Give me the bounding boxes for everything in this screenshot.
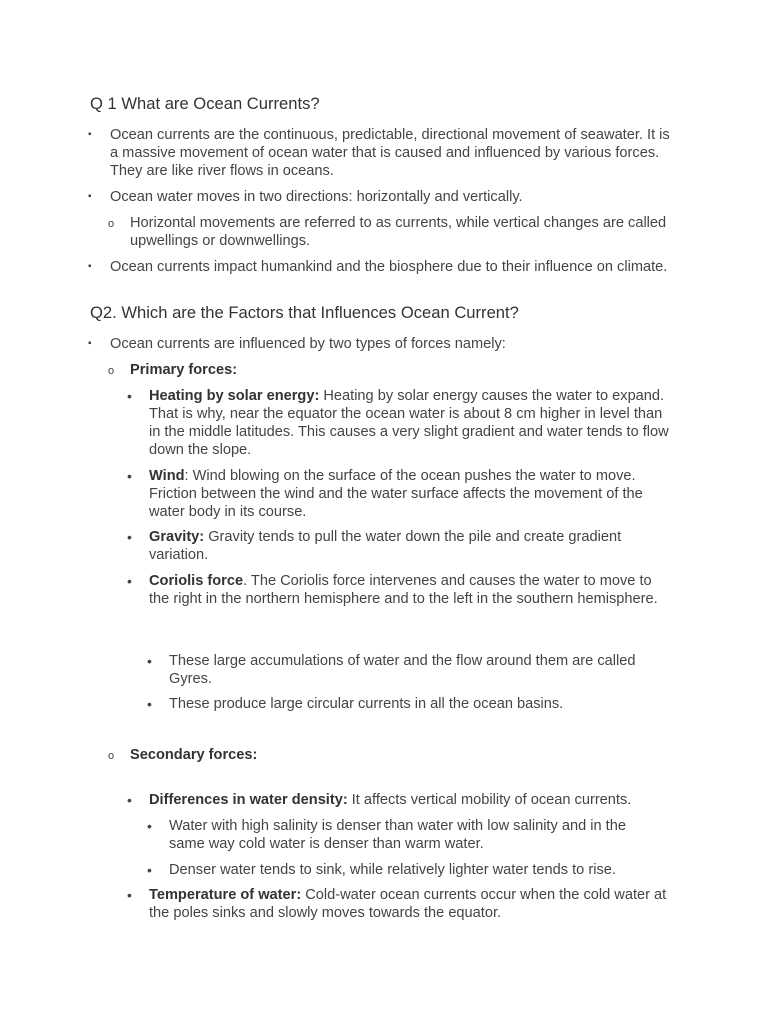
circle-bullet-icon: o	[108, 365, 115, 377]
disc-bullet-icon: •	[147, 818, 152, 834]
disc-bullet-icon: •	[127, 573, 132, 589]
density-text-1: Water with high salinity is denser than water with low salinity and in the same way cold water is denser than warm water.	[169, 818, 626, 852]
gravity-term: Gravity:	[149, 529, 205, 545]
list-item	[147, 817, 649, 853]
list-item	[147, 861, 649, 879]
square-bullet-icon: ▪	[88, 191, 92, 202]
square-bullet-icon: ▪	[88, 338, 92, 349]
disc-bullet-icon: •	[147, 862, 152, 878]
q1-bullet-1: Ocean currents are the continuous, predictable, directional movement of seawater. It is a massive movement of ocean water that is caused and influenced by various forces. They are like river flows in oceans.	[110, 127, 670, 179]
density-text-2: Denser water tends to sink, while relatively lighter water tends to rise.	[169, 862, 616, 878]
secondary-forces-label: Secondary forces:	[130, 747, 258, 763]
list-item	[108, 214, 670, 250]
list-item	[127, 467, 669, 521]
square-bullet-icon: ▪	[88, 129, 92, 140]
list-item	[108, 361, 670, 379]
list-item	[127, 387, 669, 459]
gyres-text-2: These produce large circular currents in all the ocean basins.	[169, 696, 564, 712]
disc-bullet-icon: •	[147, 653, 152, 669]
list-item	[108, 746, 670, 764]
q1-heading: Q 1 What are Ocean Currents?	[90, 94, 320, 113]
disc-bullet-icon: •	[127, 468, 132, 484]
square-bullet-icon: ▪	[88, 261, 92, 272]
wind-term: Wind	[149, 468, 185, 484]
q1-bullet-2: Ocean water moves in two directions: horizontally and vertically.	[110, 189, 523, 205]
density-text: It affects vertical mobility of ocean currents.	[347, 792, 632, 808]
list-item	[127, 791, 669, 809]
list-item	[88, 188, 670, 206]
disc-bullet-icon: •	[127, 388, 132, 404]
coriolis-text: . The Coriolis force intervenes and causes the water to move to the right in the northern hemisphere and to the left in the southern hemisphere.	[149, 573, 658, 607]
circle-bullet-icon: o	[108, 750, 115, 762]
list-item	[127, 886, 669, 922]
list-item	[127, 528, 669, 564]
q2-intro: Ocean currents are influenced by two types of forces namely:	[110, 336, 506, 352]
disc-bullet-icon: •	[127, 887, 132, 903]
gyres-text-1: These large accumulations of water and the flow around them are called Gyres.	[169, 653, 636, 687]
coriolis-term: Coriolis force	[149, 573, 244, 589]
disc-bullet-icon: •	[127, 792, 132, 808]
list-item	[147, 652, 649, 688]
list-item	[88, 126, 670, 180]
list-item	[88, 335, 670, 353]
disc-bullet-icon: •	[127, 529, 132, 545]
temperature-text: Cold-water ocean currents occur when the cold water at the poles sinks and slowly moves towards the equator.	[149, 887, 667, 921]
density-term: Differences in water density:	[149, 792, 348, 808]
disc-bullet-icon: •	[147, 696, 152, 712]
list-item	[147, 695, 649, 713]
circle-bullet-icon: o	[108, 218, 115, 230]
heating-term: Heating by solar energy:	[149, 388, 320, 404]
primary-forces-label: Primary forces:	[130, 362, 238, 378]
q1-bullet-2a: Horizontal movements are referred to as currents, while vertical changes are called upwellings or downwellings.	[130, 215, 667, 249]
wind-text: : Wind blowing on the surface of the ocean pushes the water to move. Friction between the wind and the water surface affects the movement of the water body in its course.	[149, 468, 643, 520]
heating-text: Heating by solar energy causes the water to expand. That is why, near the equator the ocean water is about 8 cm higher in level than in the middle latitudes. This causes a very slight gradient and water tends to flow down the slope.	[149, 388, 669, 458]
gravity-text: Gravity tends to pull the water down the pile and create gradient variation.	[149, 529, 622, 563]
list-item	[88, 258, 670, 276]
list-item	[127, 572, 669, 608]
q1-bullet-3: Ocean currents impact humankind and the biosphere due to their influence on climate.	[110, 259, 668, 275]
temperature-term: Temperature of water:	[149, 887, 302, 903]
q2-heading: Q2. Which are the Factors that Influences Ocean Current?	[90, 303, 519, 322]
